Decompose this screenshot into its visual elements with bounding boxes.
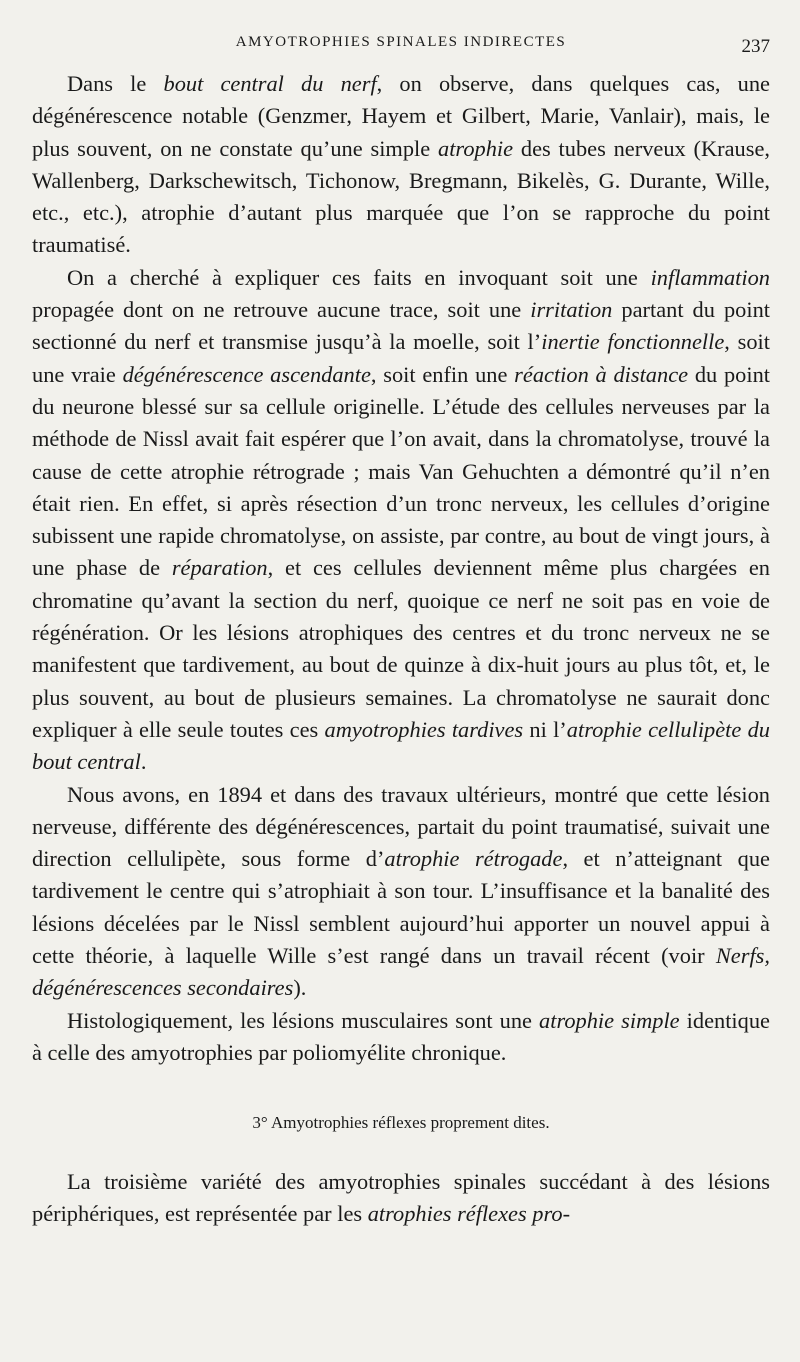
text-run: , et ces cellules deviennent même plus chargées en chromatine qu’avant la section du nerf, quoique ce nerf ne soit pas en voie de régénération. Or les lésions atrophiques des centres et du tronc nerveux ne se manifestent que tardivement, au bout de quinze à dix-huit jours au plus tôt, et, le plus souvent, au bout de plusieurs semaines. La chromatolyse ne saurait donc expliquer à elle seule toutes ces <box>32 555 770 742</box>
paragraph <box>32 262 770 779</box>
text-run: , on observe, dans quelques cas, une dégénérescence notable (Genzmer, Hayem et Gilbert, Marie, Vanlair), mais, le plus souvent, on ne constate qu’une simple <box>32 71 770 161</box>
text-run: propagée dont on ne retrouve aucune trace, soit une <box>32 297 531 323</box>
italic-run: atrophie rétrogade <box>384 846 563 872</box>
text-run: Dans le <box>67 71 164 96</box>
italic-run: inertie fonctionnelle <box>541 329 725 355</box>
italic-run: bout central du nerf <box>163 71 377 96</box>
text-run: , soit une vraie <box>32 329 770 387</box>
italic-run: atrophie <box>438 135 514 161</box>
italic-run: atrophies réflexes pro- <box>367 1200 571 1226</box>
text-run: Nous avons, en 1894 et dans des travaux ultérieurs, montré que cette lésion nerveuse, différente des dégénérescences, partait du point traumatisé, suivait une direction cellulipète, sous forme d’ <box>32 781 770 872</box>
running-head: AMYOTROPHIES SPINALES INDIRECTES <box>235 34 567 50</box>
text-run: , et n’atteignant que tardivement le centre qui s’atrophiait à son tour. L’insuffisance et la banalité des lésions décelées par le Nissl semblent aujourd’hui apporter un nouvel appui à cette théorie, à laquelle Wille s’est rangé dans un travail récent (voir <box>32 846 770 969</box>
italic-run: Nerfs, dégénérescences secondaires <box>32 943 770 1001</box>
text-run: ni l’ <box>523 716 567 742</box>
paragraph <box>32 779 770 1005</box>
text-run: Histologiquement, les lésions musculaires sont une <box>67 1007 540 1033</box>
page-number: 237 <box>741 36 770 57</box>
text-run: partant du point sectionné du nerf et transmise jusqu’à la moelle, soit l’ <box>32 297 770 355</box>
italic-run: réparation <box>171 555 268 581</box>
italic-run: atrophie simple <box>539 1007 680 1033</box>
italic-run: amyotrophies tardives <box>324 716 524 742</box>
paragraph <box>32 68 770 262</box>
text-run: La troisième variété des amyotrophies spinales succédant à des lésions périphériques, est représentée par les <box>32 1168 770 1226</box>
italic-run: atrophie cellulipète du bout central <box>32 716 770 775</box>
italic-run: irritation <box>530 297 613 323</box>
body-text <box>32 68 770 1230</box>
italic-run: dégénérescence ascendante <box>122 361 371 387</box>
paragraph <box>32 1005 770 1070</box>
closing-paragraph <box>32 1166 770 1231</box>
text-run: . <box>140 749 147 775</box>
text-run: identique à celle des amyotrophies par poliomyélite chronique. <box>32 1007 770 1065</box>
italic-run: réaction à distance <box>514 361 689 387</box>
text-run: ). <box>293 975 307 1001</box>
text-run: , soit enfin une <box>370 361 515 387</box>
text-run: du point du neurone blessé sur sa cellule originelle. L’étude des cellules nerveuses par la méthode de Nissl avait fait espérer que l’on avait, dans la chromatolyse, trouvé la cause de cette atrophie rétrograde ; mais Van Gehuchten a démontré qu’il n’en était rien. En effet, si après résection d’un tronc nerveux, les cellules d’origine subissent une rapide chromatolyse, on assiste, par contre, au bout de vingt jours, à une phase de <box>32 361 770 581</box>
text-run: des tubes nerveux (Krause, Wallenberg, Darkschewitsch, Tichonow, Bregmann, Bikelès, G. Durante, Wille, etc., etc.), atrophie d’autant plus marquée que l’on se rapproche du point traumatisé. <box>32 135 770 258</box>
section-heading: 3° Amyotrophies réflexes proprement dites. <box>252 1113 550 1133</box>
page-header <box>32 30 770 60</box>
italic-run: inflammation <box>650 264 770 290</box>
text-run: On a cherché à expliquer ces faits en invoquant soit une <box>67 264 651 290</box>
